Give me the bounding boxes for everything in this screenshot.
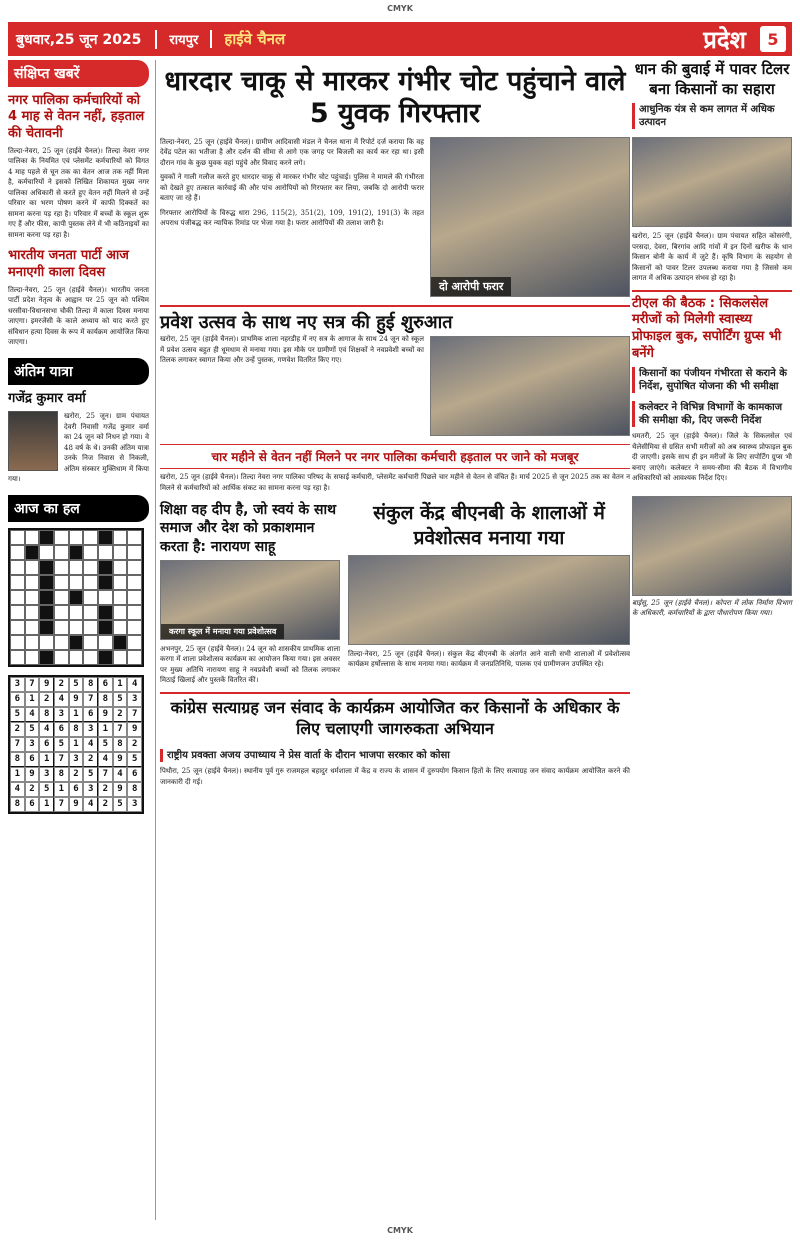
- right-column: [632, 60, 792, 619]
- crossword-cell: [69, 545, 84, 560]
- obituary-name: गजेंद्र कुमार वर्मा: [8, 390, 86, 406]
- sudoku-grid: [8, 675, 144, 814]
- tl-tag-2: कलेक्टर ने विभिन्न विभागों के कामकाज की समीक्षा की, दिए जरूरी निर्देश: [632, 401, 792, 427]
- sudoku-cell: 8: [127, 782, 142, 797]
- salary-strip-headline: चार महीने से वेतन नहीं मिलने पर नगर पालिका कर्मचारी हड़ताल पर जाने को मजबूर: [160, 444, 630, 469]
- sudoku-cell: 6: [25, 797, 40, 812]
- crossword-cell: [39, 575, 54, 590]
- sudoku-cell: 5: [25, 722, 40, 737]
- crossword-cell: [98, 605, 113, 620]
- school-headline: प्रवेश उत्सव के साथ नए सत्र की हुई शुरुआत: [160, 311, 453, 333]
- crossword-cell: [83, 545, 98, 560]
- sudoku-cell: 2: [98, 782, 113, 797]
- crossword-cell: [54, 545, 69, 560]
- sudoku-cell: 4: [25, 707, 40, 722]
- news1-body: तिल्दा-नेवरा, 25 जून (हाईवे चैनल)। तिल्दा नेवरा नगर पालिका के नियमित एवं प्लेसमेंट कर्मचारियों को विगत 4 माह पहले से चून तक का वेतन आज तक नहीं मिला है, कर्मचारियों ने इसको लिखित शिकायत मुख्य नगर पालिका अधिकारी से करते हुए वेतन नहीं मिलने से उन्हें परिवार का भरण पोषण करने में काफी दिक्कतें का सामना करना पड़ रहा है। परिवार में बच्चों के स्कूल शुरू गए हैं और फीस, कापी पुस्तक लेने में भी कठिनाइयों का सामना करना पड़ रहा है।: [8, 146, 149, 239]
- lead-photo-caption: दो आरोपी फरार: [431, 277, 511, 296]
- sudoku-cell: 1: [69, 737, 84, 752]
- crossword-cell: [127, 530, 142, 545]
- sudoku-cell: 4: [83, 737, 98, 752]
- sudoku-cell: 8: [39, 707, 54, 722]
- sudoku-cell: 9: [39, 677, 54, 692]
- congress-body: पिथौरा, 25 जून (हाईवे चैनल)। स्थानीय पूर्व गुरु राजमहल बहादुर धर्मशाला में केंद्र व राज्य के शासन में दुरुपयोग किसान हितों के लिए सत्याग्रह जन संवाद कार्यक्रम आयोजित करने की जानकारी दी गई।: [160, 767, 630, 786]
- crossword-cell: [113, 530, 128, 545]
- crossword-cell: [10, 590, 25, 605]
- obituary-photo: [8, 411, 58, 471]
- sudoku-cell: 3: [127, 797, 142, 812]
- farm-photo: [632, 137, 792, 227]
- sudoku-cell: 7: [127, 707, 142, 722]
- education-story: [160, 501, 340, 686]
- sudoku-cell: 2: [25, 782, 40, 797]
- crossword-cell: [127, 575, 142, 590]
- crossword-cell: [98, 530, 113, 545]
- sudoku-cell: 3: [10, 677, 25, 692]
- crossword-cell: [83, 620, 98, 635]
- sudoku-cell: 5: [54, 737, 69, 752]
- brand-logo: हाईवे चैनल: [224, 30, 286, 48]
- sudoku-cell: 3: [25, 737, 40, 752]
- crossword-cell: [113, 545, 128, 560]
- sudoku-cell: 8: [113, 737, 128, 752]
- crossword-cell: [54, 560, 69, 575]
- sudoku-cell: 6: [54, 722, 69, 737]
- education-photo: [160, 560, 340, 640]
- sudoku-cell: 3: [83, 722, 98, 737]
- sudoku-cell: 2: [83, 752, 98, 767]
- sudoku-cell: 7: [54, 752, 69, 767]
- farm-body: खरोरा, 25 जून (हाईवे चैनल)। ग्राम पंचायत सहित कोसरंगी, परसदा, देवरा, बिरगांव आदि गांवों में इन दिनों खरीफ के धान किसान बोनी के कार्य में जुटे हैं। कृषि विभाग के सहयोग से किसानों को पावर टिलर उपलब्ध कराया गया है जिससे कम लागत में अधिक उत्पादन संभव हो रहा है।: [632, 232, 792, 282]
- news2-headline: भारतीय जनता पार्टी आज मनाएगी काला दिवस: [8, 248, 129, 280]
- sankul-body: तिल्दा-नेवरा, 25 जून (हाईवे चैनल)। संकुल केंद्र बीएनबी के अंतर्गत आने वाली सभी शालाओं में प्रवेशोत्सव कार्यक्रम हर्षोल्लास के साथ मनाया गया। कार्यक्रम में जनप्रतिनिधि, पालक एवं ग्रामीणजन उपस्थित रहे।: [348, 649, 630, 669]
- divider-2: [160, 692, 630, 694]
- sudoku-cell: 5: [113, 692, 128, 707]
- sudoku-cell: 9: [98, 707, 113, 722]
- sudoku-cell: 7: [10, 737, 25, 752]
- page-number: 5: [760, 26, 786, 52]
- crossword-cell: [127, 620, 142, 635]
- crossword-cell: [98, 635, 113, 650]
- sudoku-cell: 6: [25, 752, 40, 767]
- sudoku-cell: 6: [83, 707, 98, 722]
- sudoku-cell: 9: [127, 722, 142, 737]
- sudoku-cell: 9: [25, 767, 40, 782]
- crossword-cell: [113, 560, 128, 575]
- sudoku-cell: 6: [127, 767, 142, 782]
- crossword-cell: [39, 635, 54, 650]
- sudoku-cell: 3: [39, 767, 54, 782]
- crossword-cell: [10, 635, 25, 650]
- sudoku-cell: 2: [39, 692, 54, 707]
- crossword-cell: [113, 650, 128, 665]
- lead-body-1: तिल्दा-नेवरा, 25 जून (हाईवे चैनल)। ग्रामीण आदिवासी मंडल ने चैनल थाना में रिपोर्ट दर्ज कराया कि वह देवेंद्र पटेल का भतीजा है और दर्शन की सीमा से आगे एक जगह पर बिजली का कार्य कर रहा था। इसी दौरान गांव के कुछ युवक वहां पहुंचे और विवाद करने लगे।: [160, 137, 424, 167]
- sudoku-cell: 9: [69, 797, 84, 812]
- sudoku-cell: 5: [83, 767, 98, 782]
- section-title: प्रदेश: [703, 25, 746, 54]
- farm-tag: आधुनिक यंत्र से कम लागत में अधिक उत्पादन: [632, 103, 792, 129]
- lead-body-2: युवकों ने गाली गलौज करते हुए धारदार चाकू से मारकर गंभीर चोट पहुंचाई। पुलिस ने मामले की गंभीरता को देखते हुए तत्काल कार्रवाई की और पांच आरोपियों को गिरफ्तार कर लिया, जबकि दो आरोपी फरार बताए जा रहे हैं।: [160, 173, 424, 203]
- news-brief-title: संक्षिप्त खबरें: [8, 60, 149, 87]
- sudoku-cell: 5: [127, 752, 142, 767]
- left-column: [8, 60, 156, 1220]
- sudoku-cell: 5: [10, 707, 25, 722]
- crossword-cell: [25, 635, 40, 650]
- crossword-cell: [69, 635, 84, 650]
- sudoku-cell: 8: [10, 797, 25, 812]
- education-photo-caption: करगा स्कूल में मनाया गया प्रवेशोत्सव: [161, 624, 284, 639]
- crossword-cell: [39, 545, 54, 560]
- crossword-cell: [54, 575, 69, 590]
- lead-photo: [430, 137, 630, 297]
- sudoku-cell: 1: [98, 722, 113, 737]
- crossword-cell: [127, 605, 142, 620]
- sudoku-cell: 1: [113, 677, 128, 692]
- crossword-cell: [54, 635, 69, 650]
- crossword-cell: [10, 620, 25, 635]
- sudoku-cell: 2: [127, 737, 142, 752]
- school-photo: [430, 336, 630, 436]
- crossword-cell: [83, 650, 98, 665]
- crossword-cell: [98, 545, 113, 560]
- masthead: [8, 22, 792, 56]
- sudoku-cell: 4: [10, 782, 25, 797]
- crossword-cell: [54, 620, 69, 635]
- sudoku-cell: 7: [98, 767, 113, 782]
- crossword-cell: [69, 560, 84, 575]
- sudoku-cell: 3: [54, 707, 69, 722]
- crossword-cell: [10, 575, 25, 590]
- crossword-cell: [113, 590, 128, 605]
- education-body: अभनपुर, 25 जून (हाईवे चैनल)। 24 जून को शासकीय प्राथमिक शाला करगा में शाला प्रवेशोत्सव कार्यक्रम का आयोजन किया गया। इस अवसर पर मुख्य अतिथि नारायण साहू ने नवप्रवेशी बच्चों को तिलक लगाकर मिठाई खिलाई और पुस्तकें वितरित कीं।: [160, 644, 341, 685]
- sudoku-cell: 5: [39, 782, 54, 797]
- sudoku-cell: 3: [83, 782, 98, 797]
- crossword-cell: [83, 560, 98, 575]
- crossword-cell: [69, 650, 84, 665]
- crossword-cell: [83, 575, 98, 590]
- sudoku-cell: 2: [54, 677, 69, 692]
- congress-photo-caption: बाईसू, 25 जून (हाईवे चैनल)। कोपरा में लोक निर्माण विभाग के अधिकारी, कर्मचारियों के द्वारा पौधारोपण किया गया।: [632, 598, 792, 618]
- sudoku-cell: 1: [54, 782, 69, 797]
- crossword-cell: [39, 590, 54, 605]
- obituary-title: अंतिम यात्रा: [8, 358, 149, 385]
- crossword-cell: [98, 575, 113, 590]
- tl-body: धमतरी, 25 जून (हाईवे चैनल)। जिले के सिकलसेल एवं थैलेसीमिया से ग्रसित सभी मरीजों को अब स्वास्थ्य प्रोफाइल बुक दी जाएगी। इसके साथ ही इन मरीजों के लिए सपोर्टिंग ग्रुप्स भी बनाए जाएंगे। कलेक्टर ने समय-सीमा की बैठक में विभागीय अधिकारियों को आवश्यक निर्देश दिए।: [632, 432, 792, 483]
- sudoku-cell: 9: [69, 692, 84, 707]
- farm-headline: धान की बुवाई में पावर टिलर बना किसानों का सहारा: [634, 60, 790, 98]
- crossword-cell: [10, 560, 25, 575]
- issue-date: बुधवार,25 जून 2025: [8, 30, 157, 49]
- sudoku-cell: 8: [83, 677, 98, 692]
- sudoku-cell: 3: [69, 752, 84, 767]
- crossword-cell: [54, 650, 69, 665]
- crossword-cell: [98, 590, 113, 605]
- divider: [160, 305, 630, 307]
- sudoku-cell: 3: [127, 692, 142, 707]
- crossword-cell: [10, 545, 25, 560]
- sudoku-cell: 2: [10, 722, 25, 737]
- sudoku-cell: 8: [69, 722, 84, 737]
- sudoku-cell: 9: [113, 752, 128, 767]
- sudoku-cell: 9: [113, 782, 128, 797]
- crossword-cell: [25, 650, 40, 665]
- sudoku-cell: 2: [98, 797, 113, 812]
- sudoku-cell: 7: [25, 677, 40, 692]
- crossword-cell: [25, 590, 40, 605]
- cmyk-mark: CMYK: [387, 4, 413, 13]
- sudoku-cell: 6: [10, 692, 25, 707]
- sudoku-cell: 6: [69, 782, 84, 797]
- crossword-cell: [25, 605, 40, 620]
- crossword-cell: [127, 545, 142, 560]
- crossword-cell: [69, 530, 84, 545]
- sudoku-cell: 7: [54, 797, 69, 812]
- crossword-cell: [69, 620, 84, 635]
- crossword-cell: [25, 620, 40, 635]
- sankul-photo: [348, 555, 630, 645]
- crossword-cell: [127, 635, 142, 650]
- main-column: [160, 60, 630, 787]
- sudoku-cell: 2: [69, 767, 84, 782]
- crossword-grid: [8, 528, 144, 667]
- sudoku-cell: 8: [10, 752, 25, 767]
- crossword-cell: [83, 635, 98, 650]
- sudoku-cell: 6: [39, 737, 54, 752]
- puzzle-title: आज का हल: [8, 495, 149, 522]
- divider-3: [632, 290, 792, 292]
- sudoku-cell: 5: [98, 737, 113, 752]
- obituary-body: खरोरा, 25 जून। ग्राम पंचायत देवरी निवासी गजेंद्र कुमार वर्मा का 24 जून को निधन हो गया। वे 48 वर्ष के थे। उनकी अंतिम यात्रा उनके निज निवास से निकली, अंतिम संस्कार मुक्तिधाम में किया गया।: [8, 412, 149, 483]
- sudoku-cell: 1: [39, 752, 54, 767]
- tl-tag-1: किसानों का पंजीयन गंभीरता से कराने के निर्देश, सुपोषित योजना की भी समीक्षा: [632, 367, 792, 393]
- news2-body: तिल्दा-नेवरा, 25 जून (हाईवे चैनल)। भारतीय जनता पार्टी प्रदेश नेतृत्व के आह्वान पर 25 जून को पश्चिम धरसीवा-विधानसभा चौकी तिल्दा में काला दिवस मनाया जाएगा। इमरजेंसी के काले अध्याय को याद करते हुए संविधान हत्या दिवस के रूप में कार्यक्रम आयोजित किया जाएगा।: [8, 285, 149, 347]
- crossword-cell: [69, 575, 84, 590]
- crossword-cell: [83, 530, 98, 545]
- crossword-cell: [98, 650, 113, 665]
- crossword-cell: [25, 560, 40, 575]
- sudoku-cell: 8: [98, 692, 113, 707]
- crossword-cell: [25, 530, 40, 545]
- education-headline: शिक्षा वह दीप है, जो स्वयं के साथ समाज और देश को प्रकाशमान करता है: नारायण साहू: [160, 502, 337, 555]
- lead-body-3: गिरफ्तार आरोपियों के विरुद्ध धारा 296, 115(2), 351(2), 109, 191(2), 191(3) के तहत अपराध पंजीबद्ध कर न्यायिक रिमांड पर भेजा गया है। फरार आरोपियों की तलाश जारी है।: [160, 208, 424, 228]
- sankul-headline: संकुल केंद्र बीएनबी के शालाओं में प्रवेशोत्सव मनाया गया: [373, 502, 605, 549]
- sudoku-cell: 2: [113, 707, 128, 722]
- sudoku-cell: 4: [83, 797, 98, 812]
- school-body: खरोरा, 25 जून (हाईवे चैनल)। प्राथमिक शाला नहरडीह में नए सत्र के आगाज के साथ 24 जून को स्कूल में प्रवेश उत्सव बहुत ही धूमधाम से मनाया गया। इस मौके पर ग्रामीणों एवं शिक्षकों ने नवप्रवेशी बच्चों का तिलक लगाकर स्वागत किया और उन्हें पुस्तक, गणवेश वितरित किए गए।: [160, 335, 424, 365]
- sudoku-cell: 4: [113, 767, 128, 782]
- crossword-cell: [69, 590, 84, 605]
- sudoku-cell: 1: [39, 797, 54, 812]
- congress-headline: कांग्रेस सत्याग्रह जन संवाद के कार्यक्रम आयोजित कर किसानों के अधिकार के लिए चलाएगी जागरुकता अभियान: [170, 697, 620, 738]
- sudoku-cell: 8: [54, 767, 69, 782]
- crossword-cell: [127, 590, 142, 605]
- crossword-cell: [54, 590, 69, 605]
- crossword-cell: [83, 605, 98, 620]
- sudoku-cell: 4: [98, 752, 113, 767]
- congress-tag: राष्ट्रीय प्रवक्ता अजय उपाध्याय ने प्रेस वार्ता के दौरान भाजपा सरकार को कोसा: [160, 749, 450, 762]
- crossword-cell: [10, 650, 25, 665]
- congress-photo: [632, 496, 792, 596]
- sudoku-cell: 1: [25, 692, 40, 707]
- news1-headline: नगर पालिका कर्मचारियों को 4 माह से वेतन नहीं, हड़ताल की चेतावनी: [8, 93, 145, 141]
- sudoku-cell: 7: [113, 722, 128, 737]
- crossword-cell: [54, 605, 69, 620]
- crossword-cell: [113, 605, 128, 620]
- crossword-cell: [113, 635, 128, 650]
- crossword-cell: [10, 530, 25, 545]
- sudoku-cell: 5: [69, 677, 84, 692]
- crossword-cell: [127, 560, 142, 575]
- sudoku-cell: 4: [54, 692, 69, 707]
- sudoku-cell: 6: [98, 677, 113, 692]
- sankul-story: [348, 501, 630, 686]
- lead-headline: धारदार चाकू से मारकर गंभीर चोट पहुंचाने वाले 5 युवक गिरफ्तार: [164, 66, 626, 130]
- salary-strip-body: खरोरा, 25 जून (हाईवे चैनल)। तिल्दा नेवरा नगर पालिका परिषद के सफाई कर्मचारी, प्लेसमेंट कर्मचारी पिछले चार महीने से वेतन से वंचित हैं। मार्च 2025 से जून 2025 तक का वेतन न मिलने से कर्मचारियों को आर्थिक संकट का सामना करना पड़ रहा है।: [160, 473, 630, 492]
- cmyk-mark-bottom: CMYK: [387, 1226, 413, 1235]
- crossword-cell: [113, 575, 128, 590]
- crossword-cell: [39, 530, 54, 545]
- crossword-cell: [39, 620, 54, 635]
- crossword-cell: [10, 605, 25, 620]
- crossword-cell: [98, 620, 113, 635]
- tl-headline: टीएल की बैठक : सिकलसेल मरीजों को मिलेगी स्वास्थ्य प्रोफाइल बुक, सपोर्टिंग ग्रुप्स भी बनेंगे: [632, 295, 782, 362]
- crossword-cell: [39, 560, 54, 575]
- sudoku-cell: 1: [69, 707, 84, 722]
- crossword-cell: [25, 545, 40, 560]
- crossword-cell: [83, 590, 98, 605]
- sudoku-cell: 7: [83, 692, 98, 707]
- sudoku-cell: 4: [127, 677, 142, 692]
- crossword-cell: [25, 575, 40, 590]
- crossword-cell: [54, 530, 69, 545]
- crossword-cell: [69, 605, 84, 620]
- crossword-cell: [39, 605, 54, 620]
- crossword-cell: [127, 650, 142, 665]
- crossword-cell: [113, 620, 128, 635]
- sudoku-cell: 5: [113, 797, 128, 812]
- city-name: रायपुर: [157, 30, 212, 48]
- sudoku-cell: 1: [10, 767, 25, 782]
- crossword-cell: [98, 560, 113, 575]
- sudoku-cell: 4: [39, 722, 54, 737]
- crossword-cell: [39, 650, 54, 665]
